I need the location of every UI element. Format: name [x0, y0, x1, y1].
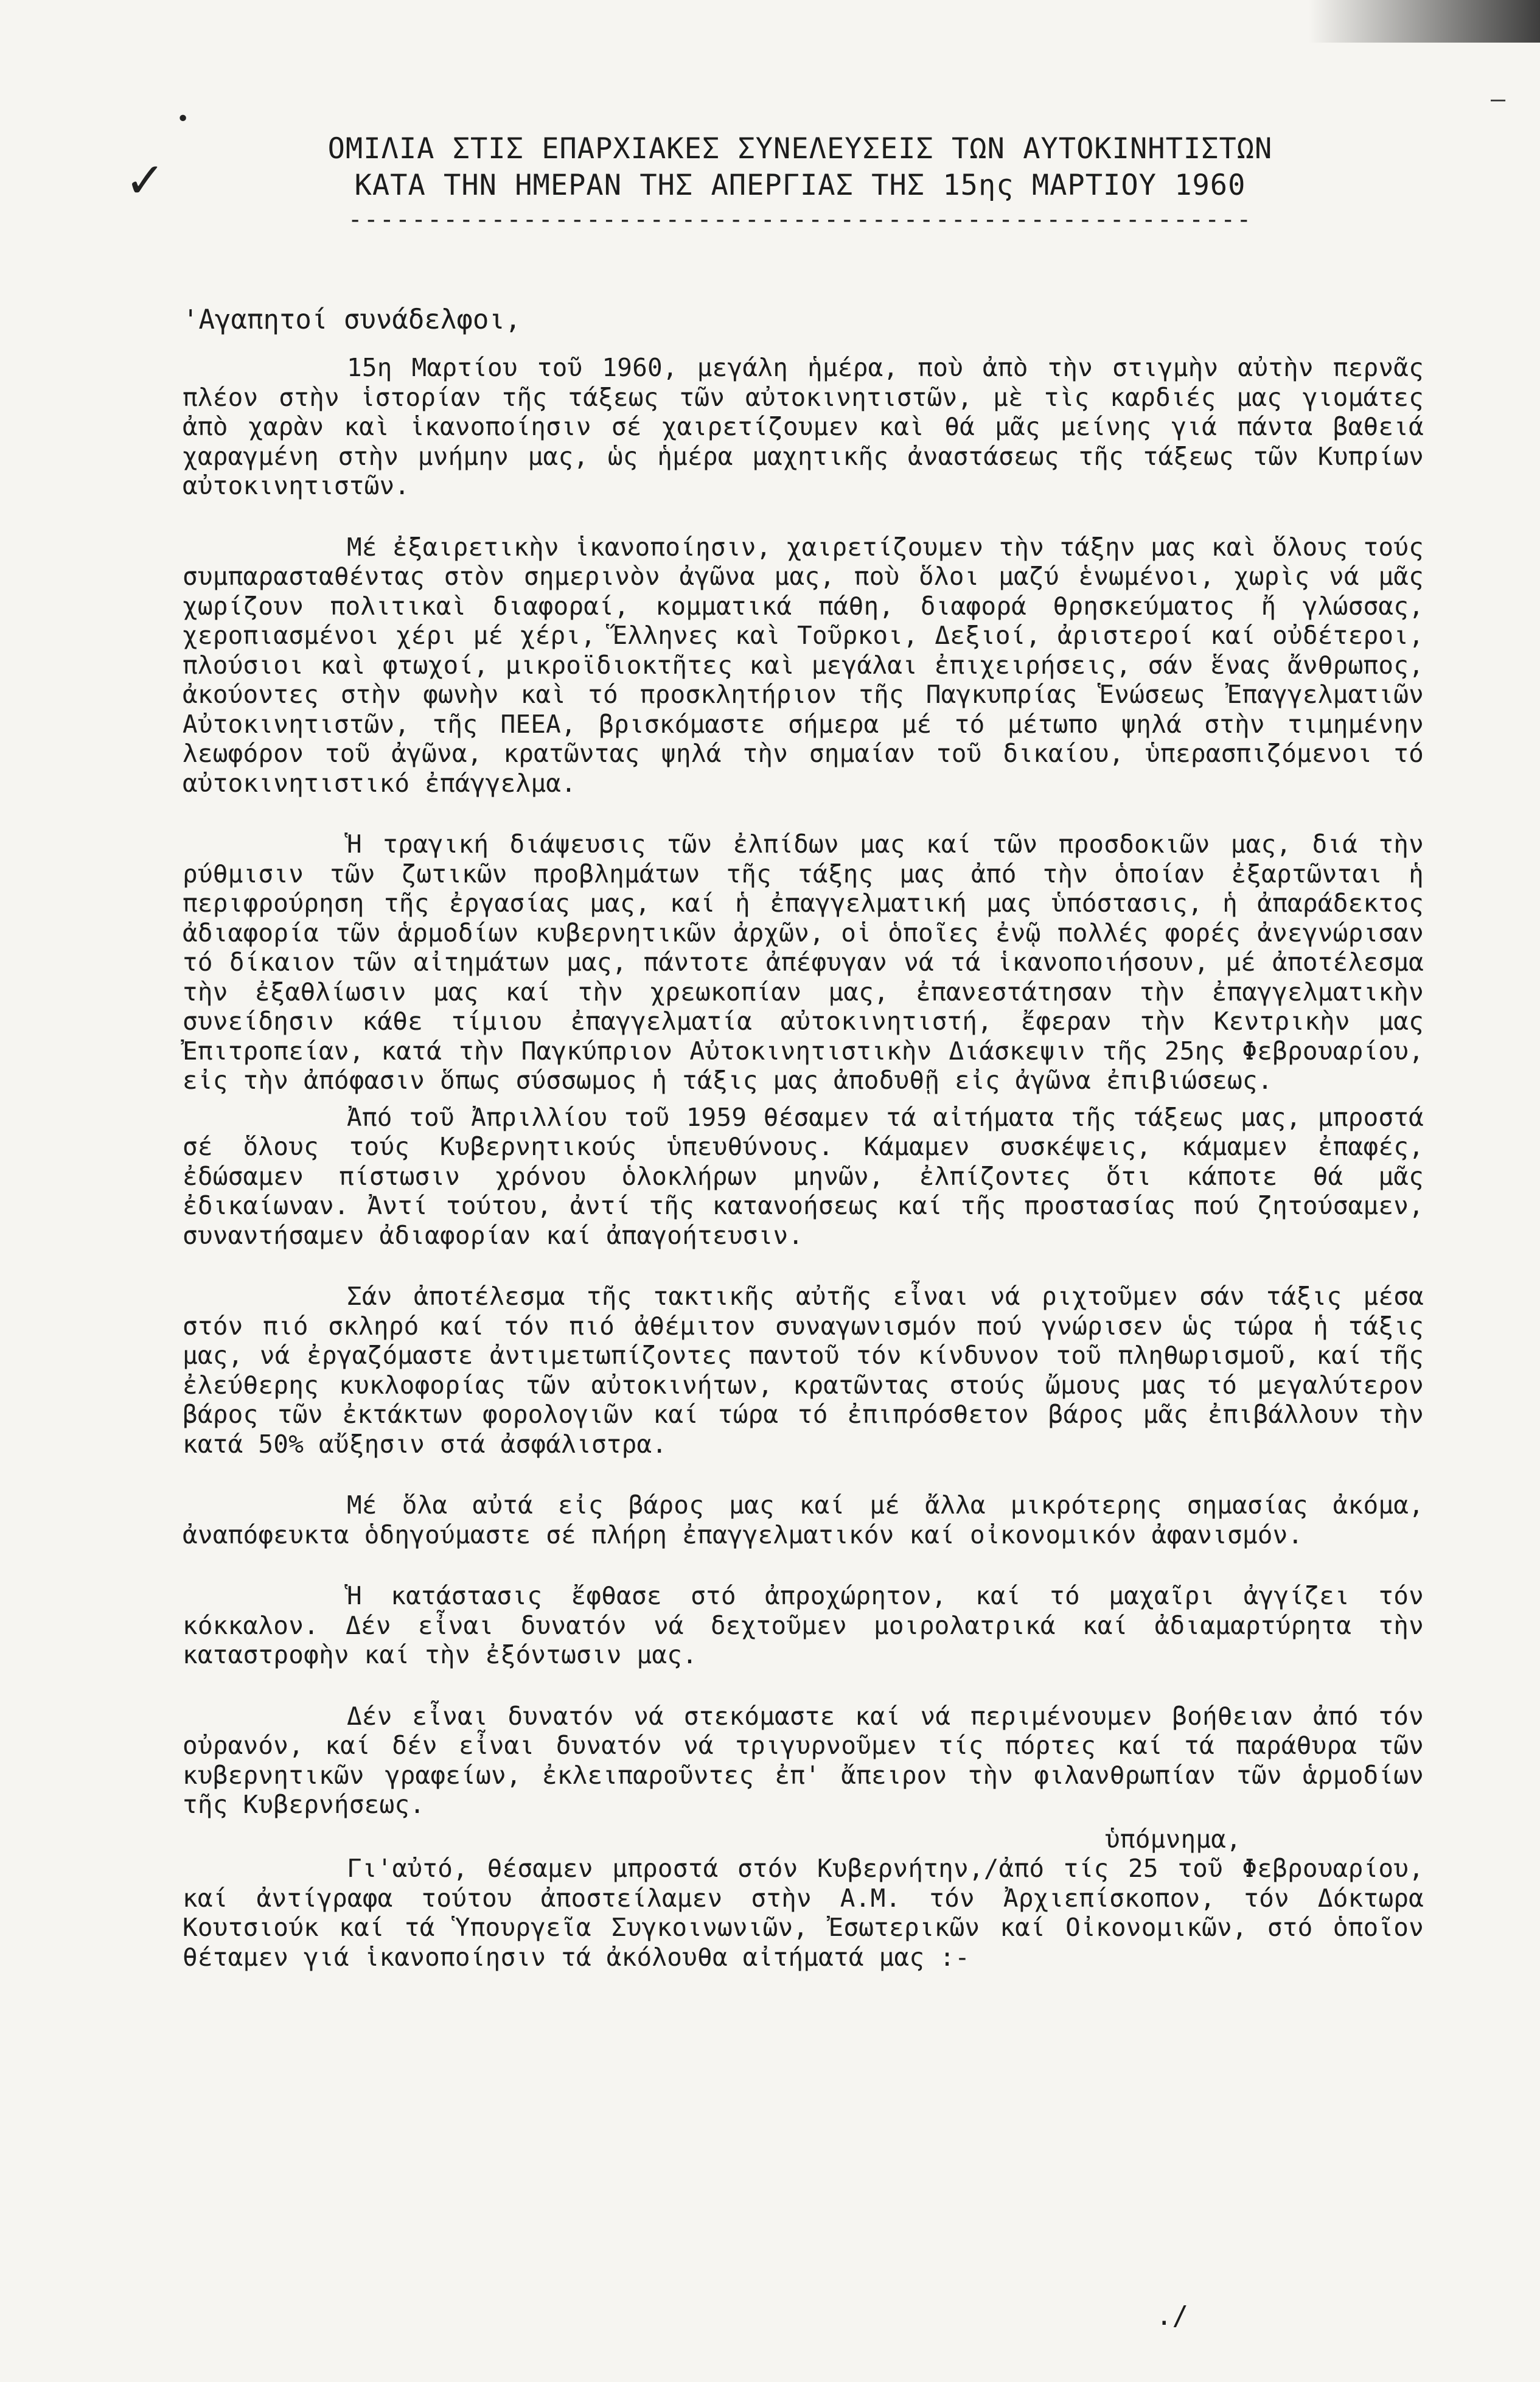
scan-shadow — [1309, 0, 1540, 43]
paragraph-9: Γι'αὐτό, θέσαμεν μπροστά στόν Κυβερνήτην,/ἀπό τίς 25 τοῦ Φεβρουαρίου, καί ἀντίγραφα τούτου ἀποστείλαμεν στὴν Α.Μ. τόν Ἀρχιεπίσκοπον, τόν Δόκτωρα Κουτσιούκ καί τά Ὑπουργεῖα Συγκοινωνιῶν, Ἐσωτερικῶν καί Οἰκονομικῶν, στό ὁποῖον θέταμεν γιά ἱκανοποίησιν τά ἀκόλουθα αἰτήματά μας :- — [183, 1854, 1424, 1972]
header-line-1: ΟΜΙΛΙΑ ΣΤΙΣ ΕΠΑΡΧΙΑΚΕΣ ΣΥΝΕΛΕΥΣΕΙΣ ΤΩΝ ΑΥΤΟΚΙΝΗΤΙΣΤΩΝ — [327, 132, 1273, 166]
ink-checkmark-icon: ✓ — [125, 152, 166, 209]
ink-mark-dash: — — [1491, 85, 1506, 113]
header-rule: --------------------------------------------------------- — [347, 208, 1253, 232]
ink-mark-dot: • — [176, 107, 190, 131]
paragraph-2: Μέ ἐξαιρετικὴν ἱκανοποίησιν, χαιρετίζουμεν τὴν τάξην μας καὶ ὅλους τούς συμπαρασταθέντας στὸν σημερινὸν ἀγῶνα μας, ποὺ ὅλοι μαζύ ἑνωμένοι, χωρὶς νά μᾶς χωρίζουν πολιτικαὶ διαφοραί, κομματικά πάθη, διαφορά θρησκεύματος ἤ γλώσσας, χεροπιασμένοι χέρι μέ χέρι, Ἕλληνες καὶ Τοῦρκοι, Δεξιοί, ἀριστεροί καί οὐδέτεροι, πλούσιοι καὶ φτωχοί, μικροϊδιοκτῆτες καὶ μεγάλαι ἐπιχειρήσεις, σάν ἕνας ἄνθρωπος, ἀκούοντες στὴν φωνὴν καὶ τό προσκλητήριον τῆς Παγκυπρίας Ἑνώσεως Ἐπαγγελματιῶν Αὐτοκινητιστῶν, τῆς ΠΕΕΑ, βρισκόμαστε σήμερα μέ τό μέτωπο ψηλά στὴν τιμημένην λεωφόρον τοῦ ἀγῶνα, κρατῶντας ψηλά τὴν σημαίαν τοῦ δικαίου, ὑπερασπιζόμενοι τό αὐτοκινητιστικό ἐπάγγελμα. — [183, 532, 1424, 798]
speech-body — [183, 353, 1424, 2003]
paragraph-7: Ἡ κατάστασις ἔφθασε στό ἀπροχώρητον, καί τό μαχαῖρι ἀγγίζει τόν κόκκαλον. Δέν εἶναι δυνατόν νά δεχτοῦμεν μοιρολατρικά καί ἀδιαμαρτύρητα τὴν καταστροφὴν καί τὴν ἐξόντωσιν μας. — [183, 1581, 1424, 1669]
paragraph-5: Σάν ἀποτέλεσμα τῆς τακτικῆς αὐτῆς εἶναι νά ριχτοῦμεν σάν τάξις μέσα στόν πιό σκληρό καί τόν πιό ἀθέμιτον συναγωνισμόν πού γνώρισεν ὡς τώρα ἡ τάξις μας, νά ἐργαζόμαστε ἀντιμετωπίζοντες παντοῦ τόν κίνδυνον τοῦ πληθωρισμοῦ, καί τῆς ἐλεύθερης κυκλοφορίας τῶν αὐτοκινήτων, κρατῶντας στούς ὤμους μας τό μεγαλύτερον βάρος τῶν ἐκτάκτων φορολογιῶν καί τώρα τό ἐπιπρόσθετον βάρος μᾶς ἐπιβάλλουν τὴν κατά 50% αὔξησιν στά ἀσφάλιστρα. — [183, 1282, 1424, 1459]
paragraph-8: Δέν εἶναι δυνατόν νά στεκόμαστε καί νά περιμένουμεν βοήθειαν ἀπό τόν οὐρανόν, καί δέν εἶναι δυνατόν νά τριγυρνοῦμεν τίς πόρτες καί τά παράθυρα τῶν κυβερνητικῶν γραφείων, ἐκλειπαροῦντες ἐπ' ἄπειρον τὴν φιλανθρωπίαν τῶν ἁρμοδίων τῆς Κυβερνήσεως. — [183, 1701, 1424, 1819]
paragraph-6: Μέ ὅλα αὐτά εἰς βάρος μας καί μέ ἄλλα μικρότερης σημασίας ἀκόμα, ἀναπόφευκτα ὁδηγούμαστε σέ πλήρη ἐπαγγελματικόν καί οἰκονομικόν ἀφανισμόν. — [183, 1490, 1424, 1549]
paragraph-3: Ἡ τραγική διάψευσις τῶν ἐλπίδων μας καί τῶν προσδοκιῶν μας, διά τὴν ρύθμισιν τῶν ζωτικῶν προβλημάτων τῆς τάξης μας ἀπό τὴν ὁποίαν ἐξαρτῶνται ἡ περιφρούρηση τῆς ἐργασίας μας, καί ἡ ἐπαγγελματική μας ὑπόστασις, ἡ ἀπαράδεκτος ἀδιαφορία τῶν ἁρμοδίων κυβερνητικῶν ἀρχῶν, οἱ ὁποῖες ἐνῷ πολλές φορές ἀνεγνώρισαν τό δίκαιον τῶν αἰτημάτων μας, πάντοτε ἀπέφυγαν νά τά ἱκανοποιήσουν, μέ ἀποτέλεσμα τὴν ἐξαθλίωσιν μας καί τὴν χρεωκοπίαν μας, ἐπανεστάτησαν τὴν ἐπαγγελματικὴν συνείδησιν κάθε τίμιου ἐπαγγελματία αὐτοκινητιστή, ἔφεραν τὴν Κεντρικὴν μας Ἐπιτροπείαν, κατά τὴν Παγκύπριον Αὐτοκινητιστικὴν Διάσκεψιν τῆς 25ης Φεβρουαρίου, εἰς τὴν ἀπόφασιν ὅπως σύσσωμος ἡ τάξις μας ἀποδυθῇ εἰς ἀγῶνα ἐπιβιώσεως. — [183, 830, 1424, 1095]
document-header — [256, 131, 1345, 232]
paragraph-1: 15η Μαρτίου τοῦ 1960, μεγάλη ἡμέρα, ποὺ ἀπὸ τὴν στιγμὴν αὐτὴν περνᾶς πλέον στὴν ἱστορίαν τῆς τάξεως τῶν αὐτοκινητιστῶν, μὲ τὶς καρδιές μας γιομάτες ἀπὸ χαρὰν καὶ ἱκανοποίησιν σέ χαιρετίζουμεν καὶ θά μᾶς μείνης γιά πάντα βαθειά χαραγμένη στὴν μνήμην μας, ὡς ἡμέρα μαχητικῆς ἀναστάσεως τῆς τάξεως τῶν Κυπρίων αὐτοκινητιστῶν. — [183, 353, 1424, 500]
continuation-mark: ./ — [1156, 2300, 1188, 2331]
salutation: 'Αγαπητοί συνάδελφοι, — [183, 304, 521, 335]
paragraph-4: Ἀπό τοῦ Ἀπριλλίου τοῦ 1959 θέσαμεν τά αἰτήματα τῆς τάξεως μας, μπροστά σέ ὅλους τούς Κυβερνητικούς ὑπευθύνους. Κάμαμεν συσκέψεις, κάμαμεν ἐπαφές, ἐδώσαμεν πίστωσιν χρόνου ὁλοκλήρων μηνῶν, ἐλπίζοντες ὅτι κάποτε θά μᾶς ἐδικαίωναν. Ἀντί τούτου, ἀντί τῆς κατανοήσεως καί τῆς προστασίας πού ζητούσαμεν, συναντήσαμεν ἀδιαφορίαν καί ἀπαγοήτευσιν. — [183, 1102, 1424, 1250]
header-line-2: ΚΑΤΑ ΤΗΝ ΗΜΕΡΑΝ ΤΗΣ ΑΠΕΡΓΙΑΣ ΤΗΣ 15ης ΜΑΡΤΙΟΥ 1960 — [354, 169, 1246, 202]
handwritten-insertion: ὑπόμνημα, — [1105, 1824, 1241, 1854]
